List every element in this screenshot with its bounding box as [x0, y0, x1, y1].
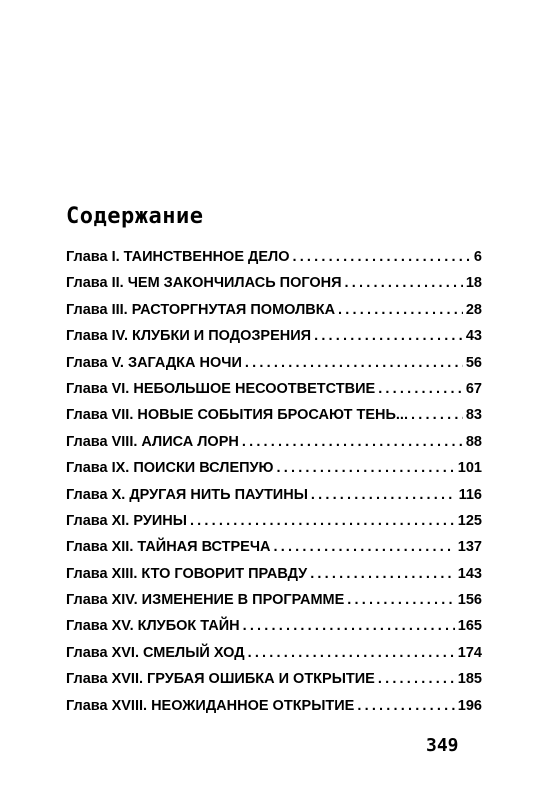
toc-leader-dots — [242, 434, 463, 450]
toc-entry-page: 156 — [457, 592, 482, 609]
toc-leader-dots — [248, 645, 455, 661]
toc-entry-title: Глава VIII. АЛИСА ЛОРН — [66, 433, 239, 450]
toc-entry-title: Глава XIV. ИЗМЕНЕНИЕ В ПРОГРАММЕ — [66, 592, 345, 609]
toc-heading: Содержание — [66, 204, 204, 229]
toc-entry-title: Глава XIII. КТО ГОВОРИТ ПРАВДУ — [66, 565, 308, 582]
table-of-contents — [66, 249, 482, 724]
toc-entry-title: Глава VI. НЕБОЛЬШОЕ НЕСООТВЕТСТВИЕ — [66, 380, 376, 397]
toc-entry-page: 174 — [457, 644, 482, 661]
toc-entry — [66, 407, 482, 433]
toc-entry-title: Глава XV. КЛУБОК ТАЙН — [66, 618, 240, 635]
toc-entry-title: Глава XVIII. НЕОЖИДАННОЕ ОТКРЫТИЕ — [66, 697, 355, 714]
toc-entry-page: 56 — [465, 354, 482, 371]
toc-leader-dots — [245, 355, 463, 371]
toc-entry-page: 18 — [465, 275, 482, 292]
toc-entry — [66, 618, 482, 644]
toc-entry — [66, 460, 482, 486]
toc-entry-title: Глава X. ДРУГАЯ НИТЬ ПАУТИНЫ — [66, 486, 308, 503]
toc-entry-page: 196 — [457, 697, 482, 714]
toc-entry-page: 83 — [465, 407, 482, 424]
toc-entry-page: 101 — [457, 460, 482, 477]
toc-leader-dots — [190, 513, 455, 529]
toc-entry-page: 165 — [457, 618, 482, 635]
toc-leader-dots — [274, 539, 455, 555]
toc-leader-dots — [378, 381, 463, 397]
toc-entry — [66, 566, 482, 592]
toc-entry — [66, 487, 482, 513]
toc-entry-page: 6 — [473, 249, 482, 265]
toc-entry — [66, 355, 482, 381]
toc-entry — [66, 275, 482, 301]
toc-entry-title: Глава I. ТАИНСТВЕННОЕ ДЕЛО — [66, 249, 290, 265]
toc-leader-dots — [277, 460, 455, 476]
toc-leader-dots — [411, 407, 463, 423]
toc-entry-page: 143 — [457, 565, 482, 582]
toc-entry-title: Глава XII. ТАЙНАЯ ВСТРЕЧА — [66, 539, 271, 556]
toc-entry-title: Глава XI. РУИНЫ — [66, 512, 187, 529]
toc-entry-title: Глава II. ЧЕМ ЗАКОНЧИЛАСЬ ПОГОНЯ — [66, 275, 342, 292]
toc-entry — [66, 645, 482, 671]
toc-leader-dots — [311, 487, 456, 503]
toc-entry-page: 116 — [458, 486, 482, 503]
toc-entry-page: 185 — [457, 671, 482, 688]
toc-entry — [66, 302, 482, 328]
toc-leader-dots — [292, 249, 470, 265]
toc-entry-title: Глава IV. КЛУБКИ И ПОДОЗРЕНИЯ — [66, 328, 312, 345]
toc-entry-page: 67 — [465, 380, 482, 397]
toc-entry-page: 43 — [465, 328, 482, 345]
toc-entry-title: Глава XVII. ГРУБАЯ ОШИБКА И ОТКРЫТИЕ — [66, 671, 375, 688]
toc-leader-dots — [314, 328, 463, 344]
toc-entry-page: 137 — [457, 539, 482, 556]
toc-leader-dots — [345, 275, 463, 291]
toc-entry — [66, 434, 482, 460]
toc-entry-page: 28 — [465, 301, 482, 318]
toc-entry — [66, 698, 482, 724]
toc-entry-page: 125 — [457, 512, 482, 529]
page-number: 349 — [426, 735, 459, 756]
toc-entry — [66, 381, 482, 407]
toc-entry — [66, 592, 482, 618]
toc-entry — [66, 671, 482, 697]
toc-entry-title: Глава VII. НОВЫЕ СОБЫТИЯ БРОСАЮТ ТЕНЬ... — [66, 407, 408, 424]
toc-entry — [66, 328, 482, 354]
toc-leader-dots — [310, 566, 455, 582]
toc-entry-title: Глава V. ЗАГАДКА НОЧИ — [66, 354, 242, 371]
toc-leader-dots — [357, 698, 454, 714]
toc-entry-title: Глава XVI. СМЕЛЫЙ ХОД — [66, 644, 245, 661]
toc-entry — [66, 513, 482, 539]
toc-leader-dots — [347, 592, 455, 608]
toc-leader-dots — [243, 618, 455, 634]
toc-leader-dots — [378, 671, 455, 687]
toc-entry — [66, 249, 482, 275]
toc-entry — [66, 539, 482, 565]
toc-leader-dots — [338, 302, 463, 318]
toc-entry-title: Глава IX. ПОИСКИ ВСЛЕПУЮ — [66, 460, 274, 477]
toc-entry-title: Глава III. РАСТОРГНУТАЯ ПОМОЛВКА — [66, 301, 336, 318]
toc-entry-page: 88 — [465, 433, 482, 450]
